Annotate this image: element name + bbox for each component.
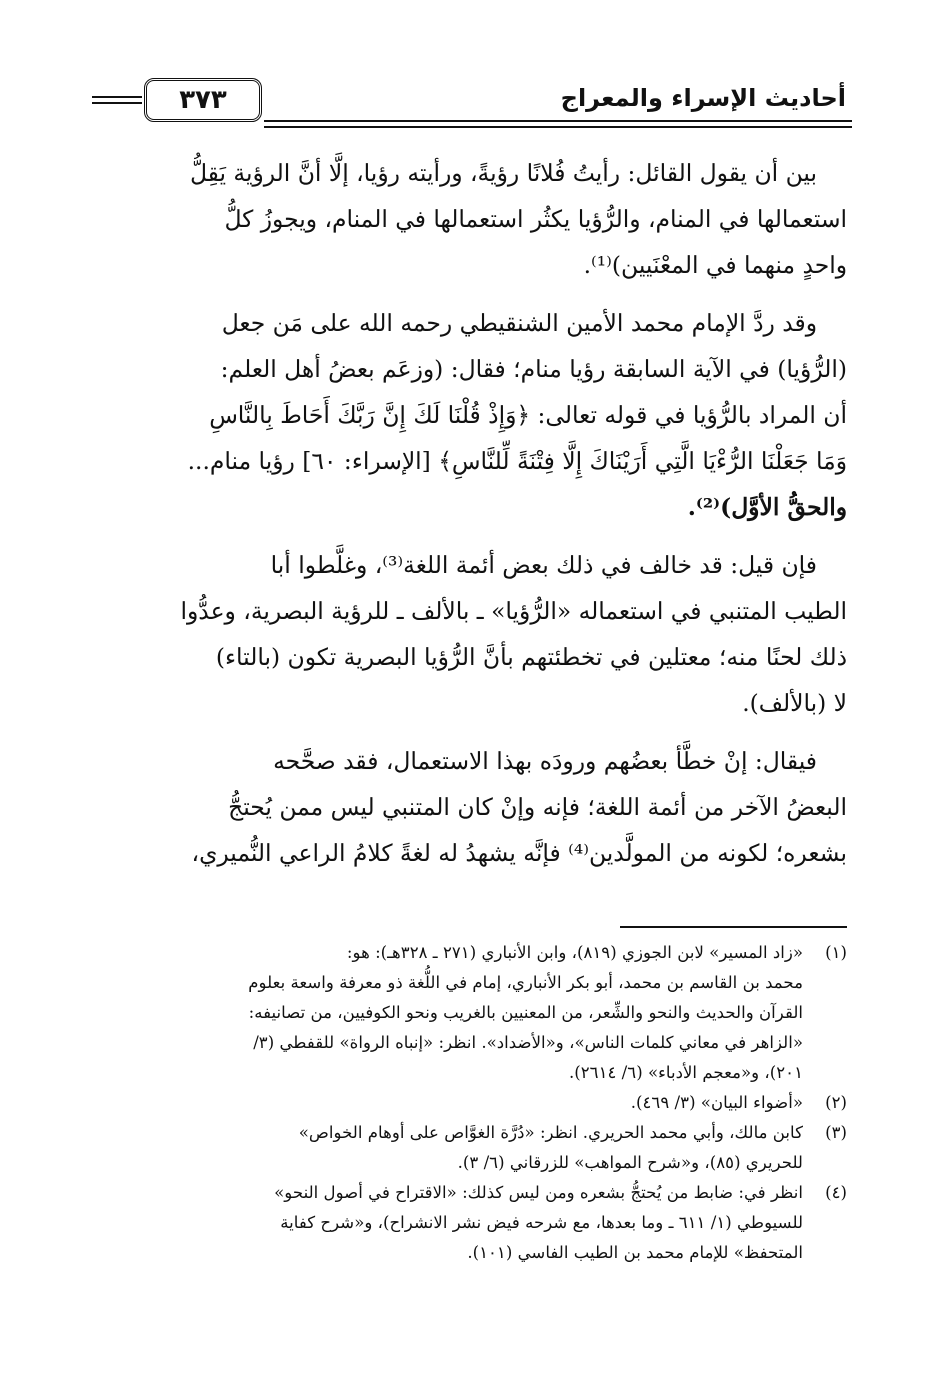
footnote-line: انظر في: ضابط من يُحتجُّ بشعره ومن ليس كذلك: «الاقتراح في أصول النحو» — [274, 1183, 803, 1202]
footnote-text — [92, 1178, 803, 1268]
footnote — [92, 1118, 847, 1178]
text-line: ذلك لحنًا منه؛ معتلين في تخطئتهم بأنَّ الرُّؤيا البصرية تكون (بالتاء) — [215, 643, 847, 671]
footnote-number: (٣) — [825, 1123, 847, 1142]
header-rule-left-lower — [92, 102, 142, 104]
text-line: لا (بالألف). — [742, 689, 847, 717]
text-line: وَمَا جَعَلْنَا الرُّءْيَا الَّتِي أَرَيْنَاكَ إِلَّا فِتْنَةً لِّلنَّاسِ﴾ [الإسراء: ٦٠] رؤيا منام... — [187, 447, 847, 475]
footnote-line: للحريري (٨٥)، و«شرح المواهب» للزرقاني (٦/ ٣). — [457, 1153, 803, 1172]
footnote-line: المتحفظ» للإمام محمد بن الطيب الفاسي (١٠١). — [467, 1243, 803, 1262]
footnote-separator — [620, 926, 847, 928]
header-rule-right-upper — [264, 120, 852, 122]
footnote-line: «زاد المسير» لابن الجوزي (٨١٩)، وابن الأنباري (٢٧١ ـ ٣٢٨هـ): هو: — [346, 943, 803, 962]
header-rule-right-lower — [264, 126, 852, 128]
footnote-text — [92, 1118, 803, 1178]
paragraph — [92, 738, 847, 876]
paragraph — [92, 542, 847, 726]
footnote-line: للسيوطي (١/ ٦١١ ـ وما بعدها، مع شرحه فيض نشر الانشراح)، و«شرح كفاية — [280, 1213, 803, 1232]
footnote-text — [92, 938, 803, 1088]
text-line: بشعره؛ لكونه من المولَّدين⁽⁴⁾ فإنَّه يشهدُ له لغةً كلامُ الراعي النُّميري، — [191, 839, 847, 867]
footnote — [92, 1088, 847, 1118]
text-line: أن المراد بالرُّؤيا في قوله تعالى: ﴿وَإِذْ قُلْنَا لَكَ إِنَّ رَبَّكَ أَحَاطَ بِالنَّاسِ — [209, 401, 847, 429]
text-line: (الرُّؤيا) في الآية السابقة رؤيا منام؛ فقال: (وزعَم بعضُ أهل العلم: — [220, 355, 847, 383]
text-line: استعمالها في المنام، والرُّؤيا يكثُر استعمالها في المنام، ويجوزُ كلُّ — [224, 205, 847, 233]
text-line: فيقال: إنْ خطَّأ بعضُهم ورودَه بهذا الاستعمال، فقد صحَّحه — [273, 747, 817, 775]
text-line: وقد ردَّ الإمام محمد الأمين الشنقيطي رحمه الله على مَن جعل — [221, 309, 817, 337]
page-number-frame — [144, 78, 262, 122]
text-line: الطيب المتنبي في استعماله «الرُّؤيا» ـ بالألف ـ للرؤية البصرية، وعدُّوا — [180, 597, 847, 625]
page-header — [92, 68, 852, 128]
footnote-line: ٢٠١)، و«معجم الأدباء» (٦/ ٢٦١٤). — [569, 1063, 803, 1082]
running-title: أحاديث الإسراء والمعراج — [560, 84, 846, 112]
header-rule-left-upper — [92, 96, 142, 98]
footnote-line: «أضواء البيان» (٣/ ٤٦٩). — [630, 1093, 803, 1112]
text-line: فإن قيل: قد خالف في ذلك بعض أئمة اللغة⁽³⁾، وغلَّطوا أبا — [270, 551, 817, 579]
footnote — [92, 938, 847, 1088]
text-line: والحقُّ الأوَّل)⁽²⁾. — [687, 493, 847, 521]
footnote-text — [92, 1088, 803, 1118]
footnote-line: القرآن والحديث والنحو والشِّعر، من المعنيين بالغريب ونحو الكوفيين، من تصانيفه: — [248, 1003, 803, 1022]
text-line: واحدٍ منهما في المعْنَيين)⁽¹⁾. — [583, 251, 847, 279]
footnote-number: (٤) — [825, 1183, 847, 1202]
footnote-line: كابن مالك، وأبي محمد الحريري. انظر: «دُرَّة الغوَّاص على أوهام الخواص» — [298, 1123, 803, 1142]
text-line: البعضُ الآخر من أئمة اللغة؛ فإنه وإنْ كان المتنبي ليس ممن يُحتجُّ — [228, 793, 847, 821]
text-line: بين أن يقول القائل: رأيتُ فُلانًا رؤيةً، ورأيته رؤيا، إلَّا أنَّ الرؤية يَقِلُّ — [189, 159, 817, 187]
footnote-line: محمد بن القاسم بن محمد، أبو بكر الأنباري، إمام في اللُّغة ذو معرفة واسعة بعلوم — [248, 973, 803, 992]
footnotes — [92, 938, 847, 1268]
footnote-number: (١) — [825, 943, 847, 962]
main-text — [92, 150, 847, 876]
paragraph — [92, 300, 847, 530]
paragraph — [92, 150, 847, 288]
footnote-number: (٢) — [825, 1093, 847, 1112]
footnote — [92, 1178, 847, 1268]
footnote-line: «الزاهر في معاني كلمات الناس»، و«الأضداد». انظر: «إنباه الرواة» للقفطي (٣/ — [253, 1033, 803, 1052]
page-number: ٣٧٣ — [179, 85, 227, 115]
